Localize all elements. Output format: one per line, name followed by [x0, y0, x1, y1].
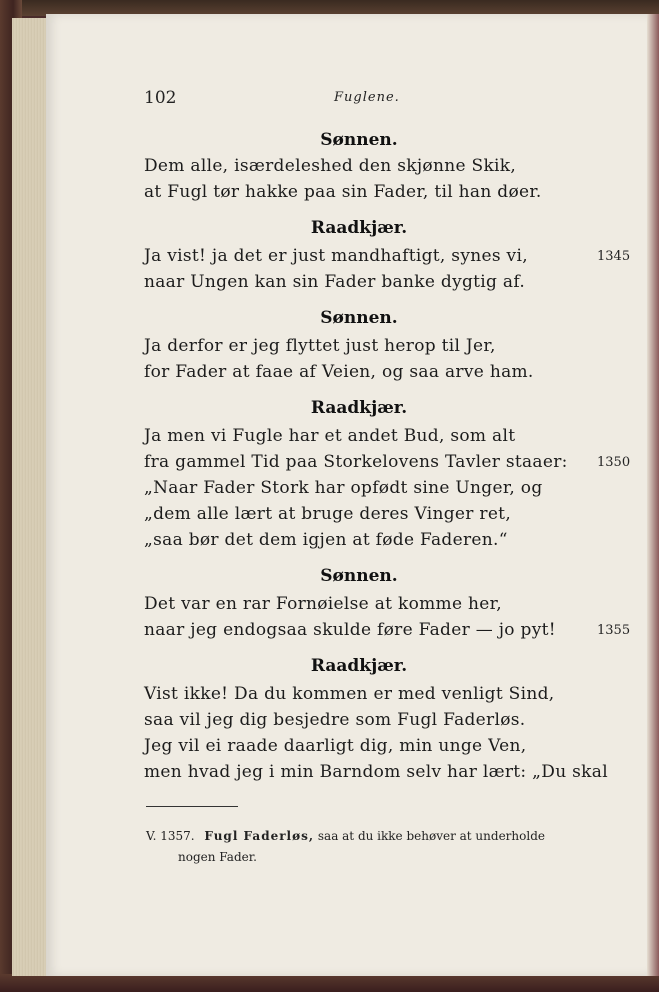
- verse-line: „saa bør det dem igjen at føde Faderen.“: [144, 530, 508, 550]
- speaker-name: Sønnen.: [320, 308, 398, 328]
- verse-line: naar jeg endogsaa skulde føre Fader — jo pyt!: [144, 620, 556, 640]
- verse-line: saa vil jeg dig besjedre som Fugl Faderløs.: [144, 710, 526, 730]
- footnote-divider: [146, 806, 238, 807]
- page-number: 102: [144, 88, 177, 108]
- footnote-label: V. 1357.: [146, 829, 195, 843]
- speaker-name: Sønnen.: [320, 566, 398, 586]
- verse-line: Ja vist! ja det er just mandhaftigt, synes vi,: [144, 246, 528, 266]
- verse-line: Ja men vi Fugle har et andet Bud, som alt: [144, 426, 516, 446]
- line-number: 1350: [597, 455, 631, 470]
- footnote-text: saa at du ikke behøver at underholde: [317, 829, 545, 843]
- line-number: 1345: [597, 249, 631, 264]
- verse-line: fra gammel Tid paa Storkelovens Tavler staaer:: [144, 452, 568, 472]
- page-header: [144, 88, 574, 112]
- footnote: [146, 826, 616, 846]
- page-spine-shadow: [647, 14, 659, 976]
- running-title: Fuglene.: [334, 90, 400, 105]
- line-number: 1355: [597, 623, 631, 638]
- verse-line: for Fader at faae af Veien, og saa arve ham.: [144, 362, 534, 382]
- verse-line: Dem alle, isærdeleshed den skjønne Skik,: [144, 156, 517, 176]
- footnote-continuation: nogen Fader.: [178, 850, 257, 864]
- page-stack-edge: [12, 18, 48, 976]
- verse-line: Jeg vil ei raade daarligt dig, min unge Ven,: [144, 736, 527, 756]
- verse-line: at Fugl tør hakke paa sin Fader, til han døer.: [144, 182, 542, 202]
- speaker-name: Raadkjær.: [310, 398, 408, 418]
- verse-line: „dem alle lært at bruge deres Vinger ret,: [144, 504, 512, 524]
- book-cover-bottom: [0, 974, 659, 992]
- speaker-name: Raadkjær.: [310, 218, 408, 238]
- verse-line: „Naar Fader Stork har opfødt sine Unger, og: [144, 478, 543, 498]
- verse-line: men hvad jeg i min Barndom selv har lært: „Du skal: [144, 762, 608, 782]
- verse-line: Ja derfor er jeg flyttet just herop til Jer,: [144, 336, 496, 356]
- verse-line: Vist ikke! Da du kommen er med venligt Sind,: [144, 684, 555, 704]
- verse-line: naar Ungen kan sin Fader banke dygtig af.: [144, 272, 526, 292]
- speaker-name: Sønnen.: [320, 130, 398, 150]
- verse-line: Det var en rar Fornøielse at komme her,: [144, 594, 502, 614]
- speaker-name: Raadkjær.: [310, 656, 408, 676]
- footnote-term: Fugl Faderløs,: [204, 829, 315, 843]
